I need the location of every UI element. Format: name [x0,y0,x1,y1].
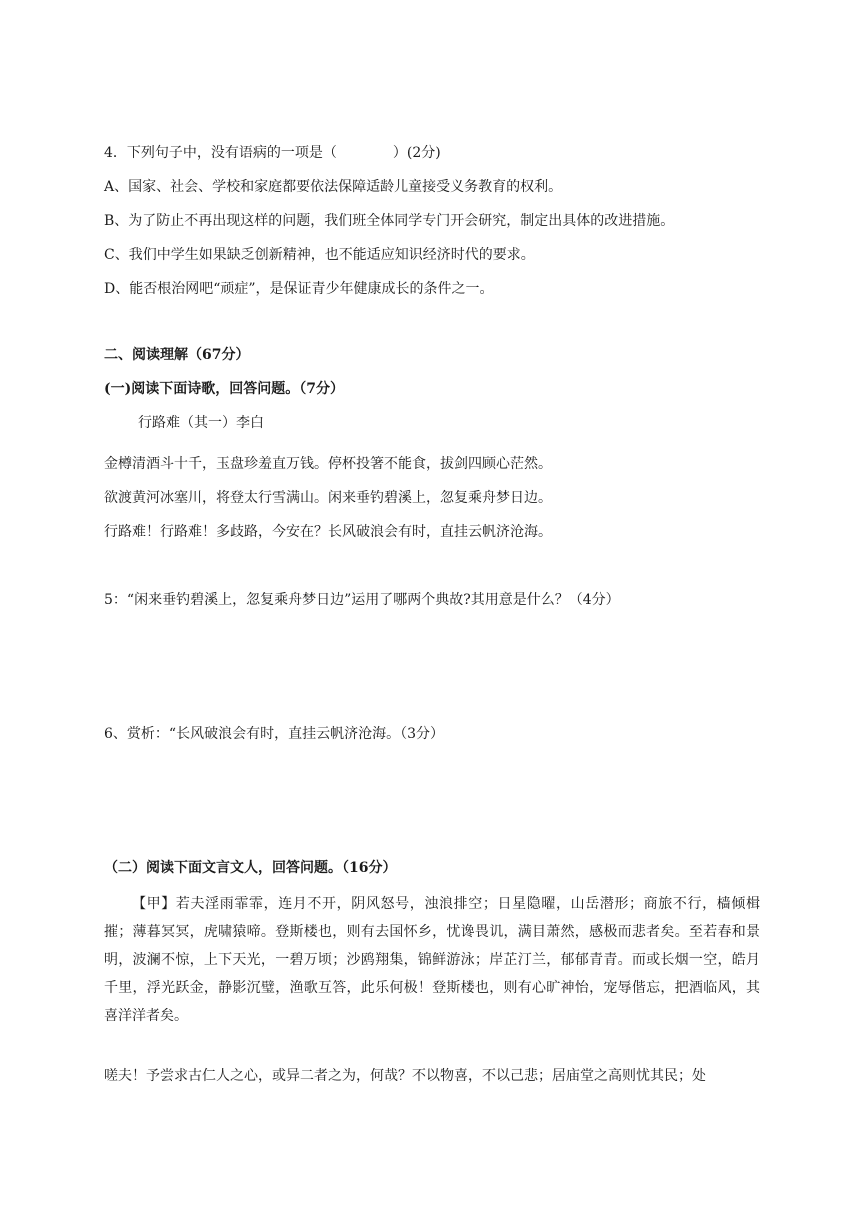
section-2-heading: 二、阅读理解（67分） [104,347,250,363]
poem-line-3: 行路难！行路难！多歧路，今安在？长风破浪会有时，直挂云帆济沧海。 [104,524,552,540]
passage-paragraph-1: 【甲】若夫淫雨霏霏，连月不开，阴风怒号，浊浪排空；日星隐曜，山岳潜形；商旅不行，樯倾楫摧；薄暮冥冥，虎啸猿啼。登斯楼也，则有去国怀乡，忧谗畏讥，满目萧然，感极而悲者矣。至若春和景明，波澜不惊，上下天光，一碧万顷；沙鸥翔集，锦鲜游泳；岸芷汀兰，郁郁青青。而或长烟一空，皓月千里，浮光跃金，静影沉璧，渔歌互答，此乐何极！登斯楼也，则有心旷神怡，宠辱偕忘，把酒临风，其喜洋洋者矣。 [104,896,760,1024]
question-5: 5：“闲来垂钓碧溪上，忽复乘舟梦日边”运用了哪两个典故?其用意是什么？（4分） [104,592,620,608]
question-4-option-b: B、为了防止不再出现这样的问题，我们班全体同学专门开会研究，制定出具体的改进措施。 [104,213,675,229]
part-2-heading: （二）阅读下面文言文人，回答问题。（16分） [104,860,397,876]
poem-line-2: 欲渡黄河冰塞川，将登太行雪满山。闲来垂钓碧溪上，忽复乘舟梦日边。 [104,490,552,506]
poem-line-1: 金樽清酒斗十千，玉盘珍羞直万钱。停杯投箸不能食，拔剑四顾心茫然。 [104,456,552,472]
question-6: 6、赏析：“长风破浪会有时，直挂云帆济沧海。（3分） [104,726,444,742]
question-4-option-d: D、能否根治网吧“顽症”，是保证青少年健康成长的条件之一。 [104,281,494,297]
question-4-stem: 4．下列句子中，没有语病的一项是（ ）(2分) [104,145,441,161]
part-1-heading: (一)阅读下面诗歌，回答问题。（7分） [104,381,344,397]
passage-paragraph-2: 嗟夫！予尝求古仁人之心，或异二者之为，何哉？不以物喜，不以己悲；居庙堂之高则忧其民；处 [104,1068,706,1084]
question-4-option-a: A、国家、社会、学校和家庭都要依法保障适龄儿童接受义务教育的权利。 [104,179,563,195]
question-4-option-c: C、我们中学生如果缺乏创新精神，也不能适应知识经济时代的要求。 [104,247,535,263]
poem-title: 行路难（其一）李白 [138,415,264,431]
